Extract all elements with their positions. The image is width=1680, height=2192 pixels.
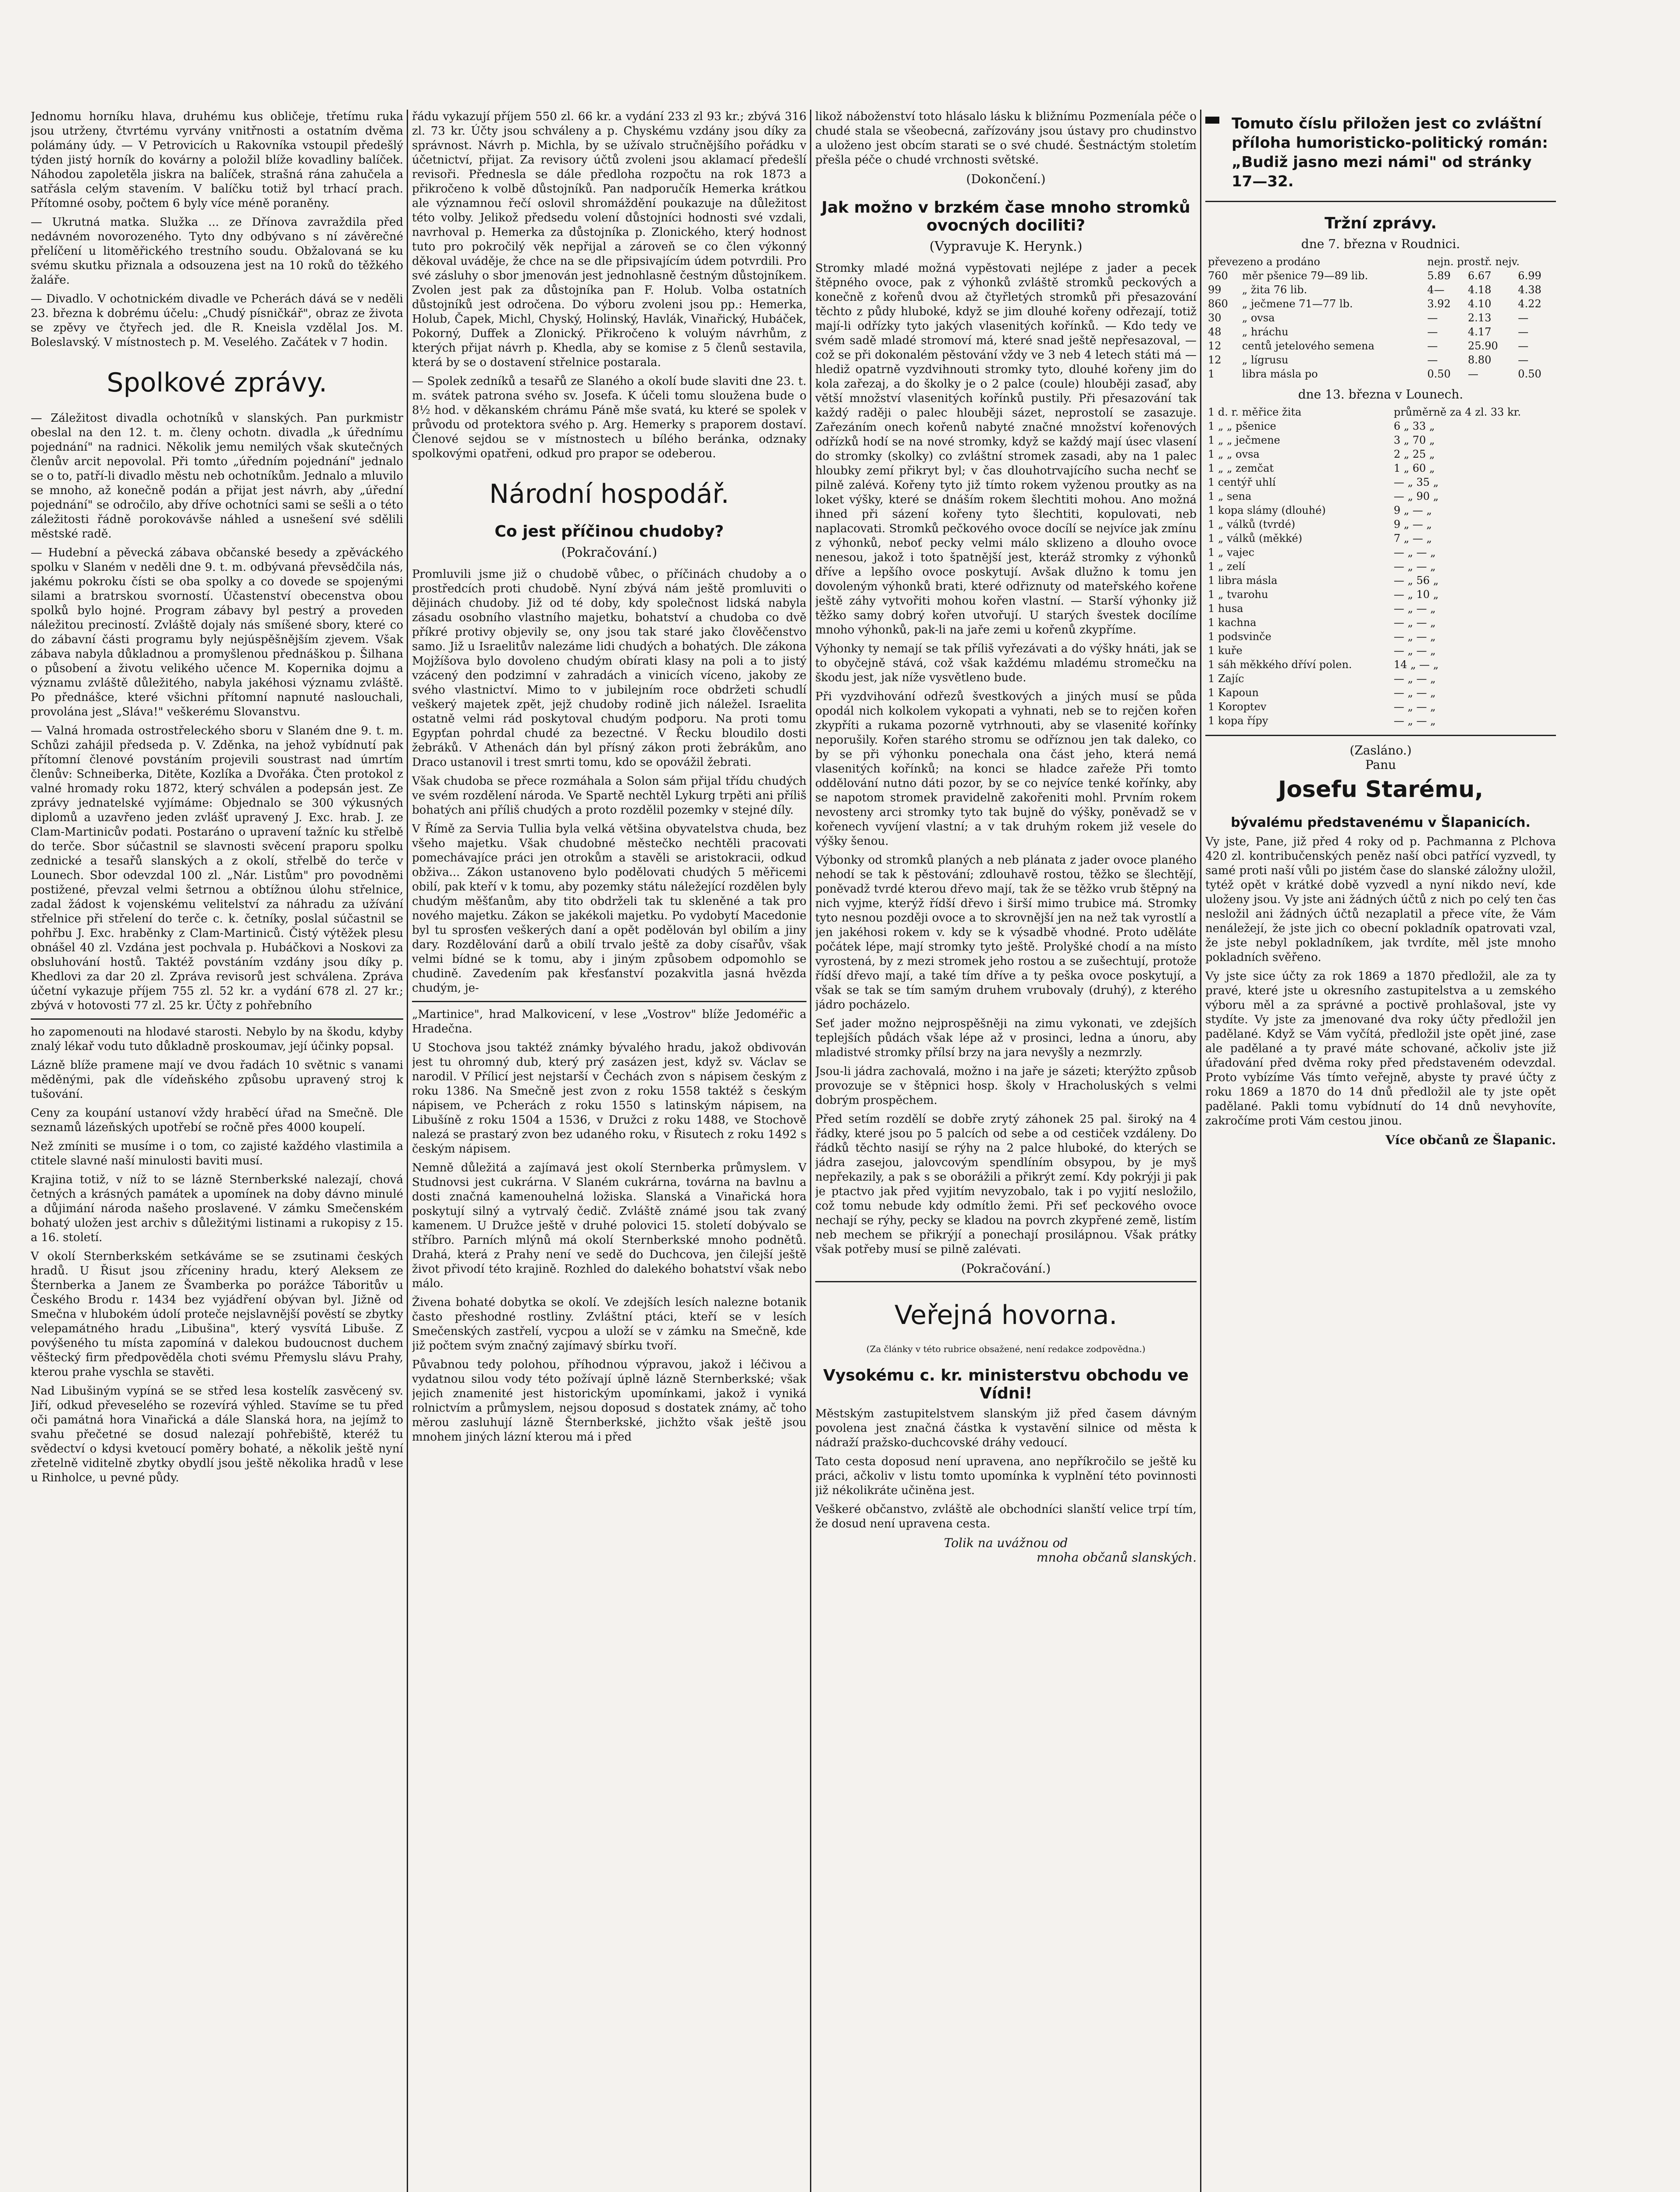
paragraph: Vy jste sice účty za rok 1869 a 1870 předložil, ale za ty pravé, které jste u okresního zastupitelstva a u zemského výboru měl a za správné a poctivě prohlašoval, jste vy stydíte. Vy jste za jmenované dva roky účty předložil jen padělané. Když se Vám vyčítá, předložil jste opět jiné, zase ale padělané a ty pravé máte schované, ačkoliv jste již úřadování před dvěma roky před představeném odevzdal. Proto vybízíme Vás tímto veřejně, abyste ty pravé účty z roku 1869 a 1870 do 14 dnů předložil ale ty jste opět padělané. Pakli tomu vybídnutí do 14 dnů nevyhovíte, zakročíme proti Vám cestou jinou. bbox=[1205, 970, 1556, 1128]
paragraph: U Stochova jsou taktéž známky bývalého hradu, jakož obdivován jest tu ohromný dub, který prý zasázen jest, když sv. Václav se narodil. V Přílicí jest nejstarší v Čechách zvon s nápisem českým z roku 1386. Na Smečně jest zvon z roku 1558 taktéž s českým nápisem, ve Pcherách z roku 1550 s latinským nápisem, na Libušíně z roku 1504 a 1536, v Družci z roku 1488, ve Stochově nalezá se prastarý zvon bez udaného roku, v Řisutech z roku 1492 s českým nápisem. bbox=[412, 1041, 806, 1156]
article-title: Jak možno v brzkém čase mnoho stromků ovocných dociliti? bbox=[821, 199, 1190, 235]
paragraph: Vy jste, Pane, již před 4 roky od p. Pachmanna z Plchova 420 zl. kontribučenských peněz naší obci patřící vyzvedl, ty samé proti naší vůli po jistém čase do slanské záložny uložil, tytéž opět v krátké době vyzvedl a nyní nikdo neví, kde uloženy jsou. Vy jste ani žádných účtů z nich po celý ten čas nesložil ani žádných účtů nezaplatil a přece víte, že Vám nenáležejí, že jste jich co obecní pokladník opatrovati vzal, že jste nebyl pokladníkem, jak tvrdíte, měl jste mnoho pokladních svěřeno. bbox=[1205, 835, 1556, 964]
market-table-louny bbox=[1205, 405, 1556, 728]
addressee-role: bývalému představenému v Šlapanicích. bbox=[1231, 815, 1531, 830]
zaslano-label: (Zasláno.) bbox=[1350, 743, 1412, 758]
section-heading: Národní hospodář. bbox=[489, 479, 729, 509]
table-row bbox=[1205, 325, 1556, 339]
table-cell: 6.99 bbox=[1518, 270, 1541, 282]
table-row bbox=[1205, 601, 1556, 616]
table-row bbox=[1205, 587, 1556, 601]
table-cell: 30 bbox=[1208, 312, 1222, 324]
table-row bbox=[1205, 447, 1556, 461]
letter-title: Vysokému c. kr. ministerstvu obchodu ve Vídni! bbox=[823, 1366, 1189, 1402]
paragraph: Městským zastupitelstvem slanským již před časem dávným povolena jest značná částka k vystavění silnice od města k nádraží pražsko-duchcovské dráhy vedoucí. bbox=[815, 1407, 1197, 1449]
table-cell: 4.38 bbox=[1518, 284, 1541, 296]
table-cell: 2 „ 25 „ bbox=[1393, 448, 1435, 460]
table-cell: centů jetelového semena bbox=[1242, 340, 1375, 352]
divider bbox=[815, 1281, 1197, 1282]
table-row bbox=[1205, 503, 1556, 517]
table-cell: — „ 35 „ bbox=[1393, 476, 1439, 488]
salutation: Panu bbox=[1365, 758, 1396, 772]
table-cell: 1 Zajíc bbox=[1208, 673, 1244, 685]
table-cell: 12 bbox=[1208, 354, 1222, 366]
table-cell: 1 centýř uhlí bbox=[1208, 476, 1276, 488]
table-cell: 3 „ 70 „ bbox=[1393, 434, 1435, 446]
table-cell: „ lígrusu bbox=[1242, 354, 1289, 366]
paragraph: „Martinice", hrad Malkovicení, v lese „Vostrov" blíže Jedoméřic a Hradečna. bbox=[412, 1008, 806, 1036]
disclaimer: (Za články v této rubrice obsažené, není redakce zodpovědna.) bbox=[866, 1344, 1146, 1354]
section-heading: Veřejná hovorna. bbox=[894, 1300, 1118, 1331]
table-cell: 1 libra másla bbox=[1208, 574, 1278, 587]
table-cell: 860 bbox=[1208, 298, 1228, 310]
table-cell: — bbox=[1518, 354, 1529, 366]
paragraph: řádu vykazují příjem 550 zl. 66 kr. a vydání 233 zl 93 kr.; zbývá 316 zl. 73 kr. Účty jsou schváleny a p. Chyskému vzdány jsou díky za správnost. Návrh p. Michla, by se užívalo stručnějšího pořádku v účetnictví, přijat. Za revisory účtů zvoleni jsou aklamací předešlí revisoři. Přednesla se dále předloha rozpočtu na rok 1873 a přikročeno k volbě důstojníků. Pan nadporučík Hemerka krátkou ale významnou řečí oslovil shromáždění poukazuje na důležitost této volby. Jelikož předsedu volení důstojníci hodnosti své vzdali, navrhoval p. Hemerka za důstojníka p. Zlonického, který hodnost tuto pro pokročilý věk nepřijal a zároveň se co člen výkonný děkoval uváděje, že chce na se dle připsivajícím údem potvrdili. Pro své zásluhy o sbor jmenován jest jednohlasně čestným důstojníkem. Zvolen jest pak za důstojníka pan F. Holub. Volba ostatních důstojníků jest odročena. Do výboru zvoleni jsou pp.: Hemerka, Holub, Čapek, Michl, Chyský, Holinský, Havlák, Vinařický, Hubáček, Pokorný, Duffek a Zlonický. Přikročeno k voluým návrhům, z kterých přijat návrh p. Khedla, aby se komise z 5 členů sestavila, která by se o dostavení střelnice postarala. bbox=[412, 110, 806, 369]
table-cell: — bbox=[1427, 354, 1438, 366]
table-cell: 1 „ zelí bbox=[1208, 560, 1246, 573]
table-header: převezeno a prodáno bbox=[1208, 256, 1320, 268]
notice-text: Tomuto číslu přiložen jest co zvláštní příloha humoristicko-politický román: „Budiž jasno mezi námi" od stránky 17—32. bbox=[1232, 115, 1548, 190]
paragraph: — Hudební a pěvecká zábava občanské besedy a zpěváckého spolku v Slaném v neděli dne 9. t. m. odbývaná převsědčila nás, jakému pokroku čísti se oba spolky a co dovede se spojenými silami a bratrskou svorností. Účastenství obecenstva obou spolků bylo hojné. Program zábavy byl pestrý a proveden náležitou preciností. Zvláště dojaly nás smíšené sbory, které co do zábavní části programu byly nejúspěšnějším zjevem. Však zábava nabyla důkladnou a promyšlenou přednáškou p. Šilhana o působení a životu velikého učence M. Kopernika dojmu a významu zvláště důležitého, nabyla jakéhosi významu zvláště. Po přednášce, které všichni přítomní napnuté naslouchali, provolána jest „Sláva!" veškerému Slovanstvu. bbox=[31, 546, 403, 719]
table-cell: 1 kuře bbox=[1208, 644, 1243, 657]
table-cell: 2.13 bbox=[1468, 312, 1492, 324]
table-row bbox=[1205, 616, 1556, 630]
supplement-notice bbox=[1205, 114, 1556, 191]
paragraph: Veškeré občanstvo, zvláště ale obchodníci slanští velice trpí tím, že dosud není upravena cesta. bbox=[815, 1503, 1197, 1530]
table-row bbox=[1205, 658, 1556, 672]
addressee-name: Josefu Starému, bbox=[1278, 776, 1484, 803]
paragraph: Lázně blíže pramene mají ve dvou řadách 10 světnic s vanami měděnými, pak dle vídeňského způsobu upravený stroj k tušování. bbox=[31, 1059, 403, 1101]
table-row bbox=[1205, 367, 1556, 381]
paragraph: Tato cesta doposud není upravena, ano nepříkročilo se ještě ku práci, ačkoliv v listu tomto upomínka k vyplnění této povinnosti již nékolikráte učiněna jest. bbox=[815, 1455, 1197, 1497]
paragraph: ho zapomenouti na hlodavé starosti. Nebylo by na škodu, kdyby znalý lékař vodu tuto důkladně proskoumav, její účinky popsal. bbox=[31, 1025, 403, 1053]
table-row bbox=[1205, 475, 1556, 489]
table-cell: 1 „ „ ovsa bbox=[1208, 448, 1260, 460]
table-cell: — „ — „ bbox=[1393, 701, 1436, 713]
table-cell: 8.80 bbox=[1468, 354, 1492, 366]
table-cell: měr pšenice 79—89 lib. bbox=[1242, 270, 1368, 282]
table-row bbox=[1205, 405, 1556, 419]
signature: mnoha občanů slanských. bbox=[1036, 1550, 1197, 1565]
table-cell: 1 kopa slámy (dlouhé) bbox=[1208, 504, 1326, 516]
paragraph: Stromky mladé možná vypěstovati nejlépe z jader a pecek štěpného ovoce, pak z výhonků zvláště stromků peckových a konečně z kořenů dvou až čtyřletých stromků při přesazování těchto z půdy hluboké, když se jim dlouhé kořeny odřezají, totiž mají-li odřízky tyto jakých vlasenitých kořínků. — Kdo tedy ve svém sadě mladé stromoví má, které snad ještě nepřesazoval, — což se při dokonalém pěstování vždy ve 3 neb 4 letech státi má — hlediž opatrně vyzdvihnouti stromky tyto, dlouhé kořeny jim do kola zařezaj, a do školky je o 2 palce (coule) hlouběji zasaď, aby větší množství vlasenitých kořínků pustily. Při přesazování tak každý raději o palec hlouběji sázet, neprostolí se zasazuje. Zařezáním onech kořenů nabyté značné množství kořenových odřízků hodí se na nové stromky, když se každý mají úsec vlasení do stromky (skolky) co zvláštní stromek zasadi, aby na 1 palec hloubky zemí přikryt byl; v čas dlouhotrvajícího sucha nechť se pilně zalévá. Kořeny tyto již tímto rokem vyženou proutky as na loket výšky, které se dnáším rokem šlechtiti mohou. Ano možná ihned při sázení kořeny tyto šlechtiti, kopulovati, neb naplacovati. Stromků pečkového ovoce docílí se nejvíce jak zmínu z výhonků, neboť pecky velmi málo sklizeno a dlouho ovoce nenesou, jakož i toto špatnější jest, kteráž stromky z výhonků dříve a lepšího ovoce poskytují. Avšak dlužno k tomu jen dovoleným výhonků brati, které odřiznuty od mateřského kořene ještě záhy vytvořiti mohou kořen vlastní. — Starší výhonky již těžko samy dobrý kořen utvořují. U starých švestek docílíme mnoho výhonků, pak-li na jaře zemi u kořenů zkypříme. bbox=[815, 262, 1197, 637]
table-row bbox=[1205, 419, 1556, 433]
table-cell: — „ — „ bbox=[1393, 560, 1436, 573]
column-4 bbox=[1205, 110, 1556, 2192]
column-3 bbox=[815, 110, 1197, 2192]
table-cell: 1 Koroptev bbox=[1208, 701, 1267, 713]
table-cell: 0.50 bbox=[1427, 368, 1451, 380]
table-cell: 6.67 bbox=[1468, 270, 1492, 282]
table-cell: „ ovsa bbox=[1242, 312, 1275, 324]
table-cell: 1 Kapoun bbox=[1208, 687, 1259, 699]
table-cell: 4.18 bbox=[1468, 284, 1492, 296]
paragraph: — Spolek zedníků a tesařů ze Slaného a okolí bude slaviti dne 23. t. m. svátek patrona svého sv. Josefa. K účeli tomu sloužena bude o 8½ hod. v děkanském chrámu Páně mše svatá, ku které se spolek v průvodu od protektora svého p. Arg. Hemerky s praporem dostaví. Členové sejdou se v místnostech u bílého beránka, odznaky spolkovými opatřeni, odkud pro prapor se odeberou. bbox=[412, 375, 806, 460]
market-heading: Tržní zprávy. bbox=[1325, 214, 1437, 232]
table-row bbox=[1205, 461, 1556, 475]
table-cell: — bbox=[1427, 326, 1438, 338]
paragraph: V Římě za Servia Tullia byla velká většina obyvatelstva chuda, bez všeho majetku. Však chudobné městečko nechtěli pracovati pomechávajíce práci jen otrokům a stavěli se aristokracii, odkud obživa... Zákon ustanoveno bylo podělovati chudých 5 měřicemi obilí, pak kteří v k tomu, aby pozemky státu náležející rozdělen byly chudým měšťanům, aby tito obdrželi tak tu skleněné a tak pro nového majetku. Zákon se jakékoli majetku. Po vydobytí Macedonie byl tu sprosťen veškerých daní a opět podělován byl obilím a jiny dary. Rozdělování darů a obilí trvalo ještě za doby císařův, však velmi bídné se k tomu, aby i jiným způsobem odpomohlo se chudině. Zavedením pak křesťanství pozakvitla jasná hvězda chudým, je- bbox=[412, 822, 806, 995]
table-cell: 1 husa bbox=[1208, 602, 1243, 615]
paragraph: Výbonky od stromků planých a neb plánata z jader ovoce planého nehodí se tak k pěstování; zdlouhavě rostou, těžko se šlechtějí, poněvadž tvrdé kterou dřevo mají, tak že se těžko vrub štěpný na nich vyjme, kterýž řídší dřevo i širší mimo trubice má. Stromky tyto nesnou později ovoce a to skrovnější jen na než tak vyrostlí a jen jakéhosi rokem v. kdy se k výsadbě vhodné. Proto uděláte počátek lépe, mají stromky tyto ještě. Prolyšké chodí a na místo vyrostená, by z mezi stromek jeho rostou a se zušechtují, protože řídší dřevo mají, a také tím dříve a ty peška ovoce poskytují, a však se tak se tím samým druhem vrubovaly (druhý), z kterého jádro pocházelo. bbox=[815, 854, 1197, 1011]
table-row bbox=[1205, 700, 1556, 714]
table-cell: — bbox=[1518, 326, 1529, 338]
table-cell: 1 „ vajec bbox=[1208, 546, 1254, 559]
table-cell: 0.50 bbox=[1518, 368, 1541, 380]
table-cell: „ ječmene 71—77 lb. bbox=[1242, 298, 1353, 310]
table-cell: — „ — „ bbox=[1393, 673, 1436, 685]
paragraph: Před setím rozdělí se dobře zrytý záhonek 25 pal. široký na 4 řádky, které jsou po 5 palcích od sebe a od cestiček vzdáleny. Do řádků těchto nasijí se rýhy na 2 palce hluboké, do kterých se jádra zasejou, jalovcovým spendlíním obsypou, by je myš nepřekazily, a pak s se oborážili a přikrýt zemí. Kdy pokrýji ji pak je ptactvo jak před vyjitím nevyzobalo, tak i po vyjití nesložilo, což tomu nebude kdy odmítlo žemi. Při seť peckového ovoce nechají se rýhy, pecky se kladou na povrch zkypřené země, listím neb mechem se přikrýjí a ponechají prosilápnou. Však prátky však potřeby musí se pilně zalévati. bbox=[815, 1113, 1197, 1256]
table-cell: 7 „ — „ bbox=[1393, 532, 1432, 544]
table-cell: — bbox=[1427, 340, 1438, 352]
table-cell: 48 bbox=[1208, 326, 1222, 338]
paragraph: Jsou-li jádra zachovalá, možno i na jaře je sázeti; kterýžto způsob provozuje se v štěpnici hosp. školy v Hracholuských s velmi dobrým prospěchem. bbox=[815, 1065, 1197, 1107]
section-heading: Spolkové zprávy. bbox=[107, 367, 327, 398]
table-cell: 1 „ tvarohu bbox=[1208, 588, 1268, 601]
paragraph: — Ukrutná matka. Služka ... ze Dřínova zavraždila před nedávném novorozeného. Tyto dny odbývano s ní závěrečné přelíčení u litoměřického trestního soudu. Obžalovaná se ku svému skutku přiznala a odsouzena jest na 10 roků do těžkého žaláře. bbox=[31, 216, 403, 287]
paragraph: Při vyzdvihování odřezů švestkových a jiných musí se půda opodál nich kolkolem vykopati a vyhnati, neb se to rejčen kořen zkypříti a rukama pozorně vytrhnouti, aby se vlasenité kořínky neporušily. Kořen starého stromu se odříznou jen tak daleko, co by se při výhonku ponechala ona část jeho, která nemá vlasenitých kořínků; na konci se hladce zařeže Při tomto oddělování nutno dáti pozor, by se co nejvíce tenké kořínky, aby se napotom stromek pravidelně zakořeniti mohl. Prvním rokem nevosteny arci stromky tyto tak bujně do výšky, poněvadž se v kořenech vyvíjení vlastní; a v tak druhým rokem již vesele do výšky šenou. bbox=[815, 690, 1197, 848]
table-row bbox=[1205, 559, 1556, 573]
table-cell: 1 „ 60 „ bbox=[1393, 462, 1435, 474]
table-cell: — „ — „ bbox=[1393, 644, 1436, 657]
table-cell: — „ 90 „ bbox=[1393, 490, 1439, 502]
table-cell: 4.10 bbox=[1468, 298, 1492, 310]
table-row bbox=[1205, 545, 1556, 559]
divider bbox=[31, 1018, 403, 1020]
table-cell: 1 sáh měkkého dříví polen. bbox=[1208, 658, 1352, 671]
pointing-hand-icon bbox=[1205, 117, 1219, 124]
table-row bbox=[1205, 714, 1556, 728]
column-rule bbox=[1200, 110, 1201, 2192]
table-row bbox=[1205, 517, 1556, 531]
paragraph: — Valná hromada ostrostřeleckého sboru v Slaném dne 9. t. m. Schůzi zahájil předseda p. V. Zděnka, na jehož vybídnutí pak přítomní členové povstáním projevili soustrast nad úmrtím členův: Schneiberka, Ditěte, Kozlíka a Dvořáka. Čten protokol z valné hromady roku 1872, který schválen a podepsán jest. Ze zprávy jednatelské vyjímáme: Objednalo se 300 výkusných diplomů a uzavřeno jeden zvlášť upravený J. Exc. hrab. J. ze Clam-Martinicův podati. Postaráno o upravení tažníc ku střelbě do terče. Sbor súčastnil se slavnosti svěcení praporu spolku zednické a tesařů slanských a z okolí, střelbě do terče v Lounech. Sbor odevzdal 100 zl. „Nár. Listům" pro povodněmi postižené, převzal velmi šetrnou a obtížnou úlohu střelnice, zadal žádost k vojenskému velitelství za náhradu za užívání střelnice při střelení do terče c. k. četníky, poslal súčastnil se pohřbu J. Exc. hraběnky z Clam-Martiniců. Čistý výtěžek plesu obnášel 40 zl. Vzdána jest pochvala p. Hubáčkovi a Noskovi za obsluhování hostů. Taktéž povstáním vzdány jsou díky p. Khedlovi za dar 20 zl. Zpráva revisorů jest schválena. Zpráva účetní vykazuje příjem 755 zl. 52 kr. a vydání 678 zl. 27 kr.; zbývá v hotovosti 77 zl. 25 kr. Účty z pohřebního bbox=[31, 724, 403, 1012]
table-cell: — „ — „ bbox=[1393, 546, 1436, 559]
table-cell: 1 „ „ pšenice bbox=[1208, 420, 1276, 432]
market-table-roudnice bbox=[1205, 255, 1556, 381]
table-row bbox=[1205, 283, 1556, 297]
table-cell: „ hráchu bbox=[1242, 326, 1289, 338]
paragraph: Nemně důležitá a zajímavá jest okolí Sternberka průmyslem. V Studnovsi jest cukrárna. V Slaném cukrárna, továrna na bavlnu a dosti značná kamenouhelná ložiska. Slanská a Vinařická hora poskytují silný a vytrvalý čedič. Zvláště známé jsou tak zvaný kamenem. U Družce ještě v druhé polovici 15. století dobývalo se stříbro. Parních mlýnů má okolí Sternberkské mnoho podnětů. Drahá, která z Prahy není ve sedě do Duchcova, jen čilejší ještě život přivodí této krajině. Rozhled do dalekého bohatství však nebo málo. bbox=[412, 1161, 806, 1290]
column-rule bbox=[810, 110, 811, 2192]
table-row bbox=[1205, 644, 1556, 658]
table-row bbox=[1205, 311, 1556, 325]
paragraph: Ceny za koupání ustanoví vždy hraběcí úřad na Smečně. Dle seznamů lázeňských upotřebí se ročně přes 4000 koupelí. bbox=[31, 1107, 403, 1134]
column-rule bbox=[407, 110, 408, 2192]
paragraph: Nad Libušiným vypíná se se střed lesa kostelík zasvěcený sv. Jiří, odkud převeselého se rozevírá výhled. Stavíme se tu před oči památná hora Vinařická a dále Slanská hora, na jejímž to svahu přečetné se dosud nalezají pohřebiště, kteréž tu svědectví o kdysi kvetoucí poměry bohaté, a několik ještě nyní zřetelně viditelně zbytky obydlí jsou ještě několika hradů v lese u Rinholce, u pevné půdy. bbox=[31, 1384, 403, 1484]
paragraph: — Záležitost divadla ochotníků v slanských. Pan purkmistr obeslal na den 12. t. m. členy ochotn. divadla „k úřednímu pojednání" na radnici. Několik jemu nemilých však skutečných členův arcit nepovolal. Při tomto „úředním pojednání" jednalo se o to, patří-li divadlo městu neb ochotníkům. Jednalo a mluvilo se mnoho, až konečně podán a přijat jest návrh, aby „úřední pojednání" se odročilo, aby dříve ochotníci sami se sešli a o této záležitosti řádně porokovávše náhled a usnešení své sdělili městské radě. bbox=[31, 412, 403, 541]
article-title: Co jest příčinou chudoby? bbox=[494, 523, 724, 541]
divider bbox=[1205, 735, 1556, 736]
table-row bbox=[1205, 531, 1556, 545]
table-cell: — „ — „ bbox=[1393, 602, 1436, 615]
table-cell: 6 „ 33 „ bbox=[1393, 420, 1435, 432]
table-cell: 760 bbox=[1208, 270, 1228, 282]
table-row bbox=[1205, 686, 1556, 700]
table-cell: — bbox=[1468, 368, 1479, 380]
article-subtitle: (Vypravuje K. Herynk.) bbox=[929, 239, 1083, 254]
table-cell: 1 kachna bbox=[1208, 616, 1257, 629]
table-cell: 1 „ „ ječmene bbox=[1208, 434, 1280, 446]
paragraph: Seť jader možno nejprospěšněji na zimu vykonati, ve zdejších teplejších půdách však lépe až v prosinci, ledna a únoru, aby mladistvé stromky přílsí brzy na jara nevyšly a nezmrzly. bbox=[815, 1017, 1197, 1059]
newspaper-page bbox=[31, 110, 1556, 2192]
paragraph: Výhonky ty nemají se tak příliš vyřezávati a do výšky hnáti, jak se to obyčejně stává, což však každému mladému stromečku na škodu jest, jak níže vysvětleno bude. bbox=[815, 642, 1197, 684]
table-cell: 4.17 bbox=[1468, 326, 1492, 338]
paragraph: Půvabnou tedy polohou, příhodnou výpravou, jakož i léčivou a vydatnou silou vody této požívají úplně lázně Sternberkské; však jejich znamenité jest historickým upomínkami, jakož i vyniká rolnictvím a průmyslem, nejsou doposud s dostatek známy, ač toho měrou zasluhují lázně Šternberkské, jichžto však ještě jsou mnohem jiných lázní kterou má i před bbox=[412, 1358, 806, 1444]
table-cell: 1 kopa řípy bbox=[1208, 715, 1268, 727]
table-cell: 9 „ — „ bbox=[1393, 504, 1432, 516]
table-cell: — „ — „ bbox=[1393, 687, 1436, 699]
table-cell: 1 podsvinče bbox=[1208, 630, 1272, 643]
table-row bbox=[1205, 672, 1556, 686]
continuation-note: (Dokončení.) bbox=[966, 172, 1046, 186]
table-cell: 1 d. r. měřice žita bbox=[1208, 406, 1302, 418]
table-cell: 9 „ — „ bbox=[1393, 518, 1432, 530]
table-cell: průměrně za 4 zl. 33 kr. bbox=[1393, 406, 1521, 418]
table-cell: 14 „ — „ bbox=[1393, 658, 1439, 671]
table-cell: — „ 56 „ bbox=[1393, 574, 1439, 587]
table-header: nejn. prostř. nejv. bbox=[1427, 256, 1520, 268]
table-cell: — bbox=[1427, 312, 1438, 324]
table-cell: 25.90 bbox=[1468, 340, 1498, 352]
paragraph: Jednomu horníku hlava, druhému kus obličeje, třetímu ruka jsou utrženy, čtvrtému vyrvány vnitřnosti a ostatním dvěma polámány údy. — V Petrovicích u Rakovníka vstoupil předešlý týden jistý horník do kovárny a položil blíže kovadliny balíček. Náhodou zapoletěla jiskra na balíček, strašná rána zahučela a satřásla celým stavením. V balíčku totiž byl trhací prach. Přítomné osoby, počtem 6 byly více méně poraněny. bbox=[31, 110, 403, 210]
table-row bbox=[1205, 573, 1556, 587]
table-cell: — „ — „ bbox=[1393, 715, 1436, 727]
table-cell: 4— bbox=[1427, 284, 1445, 296]
table-cell: 5.89 bbox=[1427, 270, 1451, 282]
paragraph: — Divadlo. V ochotnickém divadle ve Pcherách dává se v neděli 23. března k dobrému účelu: „Chudý písničkář", obraz ze života se zpěvy ve čtyřech jed. dle R. Kneisla vzdělal Jos. M. Boleslavský. V místnostech p. M. Veselého. Začátek v 7 hodin. bbox=[31, 292, 403, 349]
continuation-note: (Pokračování.) bbox=[961, 1261, 1051, 1276]
table-row bbox=[1205, 433, 1556, 447]
table-cell: 99 bbox=[1208, 284, 1222, 296]
paragraph: Než zmíniti se musíme i o tom, co zajisté každého vlastimila a ctitele slavné naší minulosti baviti musí. bbox=[31, 1140, 403, 1167]
paragraph: V okolí Sternberkském setkáváme se se zsutinami českých hradů. U Řisut jsou zříceniny hradu, který Aleksem ze Šternberka a Janem ze Švamberka po porážce Táboritův u Českého Brodu r. 1434 bez vyjádření obývan byl. Jižně od Smečna v hlubokém údolí proteče nejslavnější pověstí se zbytky velepamátného hradu „Libušina", který vysvítá Libuše. Z povýšeného tu místa zapomíná v dalekou budoucnost duchem věštecký firm předpověděla choti svému Přemyslu slávu Prahy, kterou prahe vyschla se stavěti. bbox=[31, 1250, 403, 1379]
table-cell: „ žita 76 lib. bbox=[1242, 284, 1307, 296]
article-subtitle: (Pokračování.) bbox=[561, 545, 657, 560]
table-cell: 1 „ sena bbox=[1208, 490, 1252, 502]
paragraph: Však chudoba se přece rozmáhala a Solon sám přijal třídu chudých ve svém rozdělení národa. Ve Spartě nechtěl Lykurg trpěti ani příliš bohatých ani příliš chudých a proto rozdělil pozemky v stejné díly. bbox=[412, 775, 806, 817]
signature: Více občanů ze Šlapanic. bbox=[1385, 1133, 1556, 1147]
market-date: dne 7. března v Roudnici. bbox=[1301, 237, 1460, 251]
signature: Tolik na uvážnou od bbox=[944, 1536, 1068, 1550]
market-date: dne 13. března v Lounech. bbox=[1298, 387, 1463, 402]
table-cell: — „ — „ bbox=[1393, 616, 1436, 629]
table-cell: — „ — „ bbox=[1393, 630, 1436, 643]
table-cell: 1 „ válků (tvrdé) bbox=[1208, 518, 1296, 530]
table-row bbox=[1205, 353, 1556, 367]
column-1 bbox=[31, 110, 403, 2192]
table-row bbox=[1205, 269, 1556, 283]
paragraph: Promluvili jsme již o chudobě vůbec, o příčinách chudoby a o prostředcích proti chudobě. Nyní zbývá nám ještě promluviti o dějinách chudoby. Již od té doby, kdy společnost lidská nabyla zásadu osobního vlastního majetku, bohatství a chudoba co dvě příkré protivy objevily se, ony jsou tak staré jako člověčenstvo samo. Již u Israelitův nalezáme lidi chudých a bohatých. Dle zákona Mojžíšova bylo dovoleno chudým obírati klasy na poli a to jistý vzácený den podzimní v zahradách a vinicích víceno, jakoby ze svého vlastnictví. Mimo to v jubilejním roce obdržeti schudlí veškerý majetek zpět, jejž chudoby rodině jich náležel. Israelita ostatně velmi rád poskytoval chudým podporu. Na proti tomu Egypťan pohrdal chudé za bezectné. V Řecku bloudilo dosti žebráků. V Athenách dán byl přísný zákon proti žebrákům, ano Draco ustanovil i trest smrti tomu, kdo se opovážil žebrati. bbox=[412, 568, 806, 769]
paragraph: Živena bohaté dobytka se okolí. Ve zdejších lesích nalezne botanik často přeshodné rostliny. Zvláštní ptáci, kteří se v lesích Smečenských zastřelí, vycpou a uloží se v zámku na Smečně, kde již počtem svým značný zajímavý sbírku tvoří. bbox=[412, 1296, 806, 1352]
table-cell: — bbox=[1518, 340, 1529, 352]
table-cell: 1 bbox=[1208, 368, 1215, 380]
table-cell: libra másla po bbox=[1242, 368, 1318, 380]
column-2 bbox=[412, 110, 806, 2192]
table-cell: — „ 10 „ bbox=[1393, 588, 1439, 601]
table-cell: 4.22 bbox=[1518, 298, 1541, 310]
paragraph: likož náboženství toto hlásalo lásku k bližnímu Pozmeníala péče o chudé stala se všeobecná, zařízovány jsou ústavy pro chudinstvo a uloženo jest obcím starati se o své chudé. Šestnáctým stoletím přešla péče o chudé vrchnosti světské. bbox=[815, 110, 1197, 167]
table-row bbox=[1205, 489, 1556, 503]
divider bbox=[1205, 201, 1556, 202]
table-cell: 12 bbox=[1208, 340, 1222, 352]
table-cell: 3.92 bbox=[1427, 298, 1451, 310]
table-cell: 1 „ válků (měkké) bbox=[1208, 532, 1303, 544]
table-cell: — bbox=[1518, 312, 1529, 324]
divider bbox=[412, 1001, 806, 1002]
table-row bbox=[1205, 339, 1556, 353]
table-cell: 1 „ „ zemčat bbox=[1208, 462, 1274, 474]
paragraph: Krajina totiž, v níž to se lázně Sternberkské nalezají, chová četných a krásných památek a upomínek na doby dávno minulé a důjimání národa našeho proslavené. V zámku Smečenském bohatý uložen jest archiv s důležitými listinami a rukopisy z 15. a 16. století. bbox=[31, 1173, 403, 1244]
table-row bbox=[1205, 297, 1556, 311]
table-row bbox=[1205, 630, 1556, 644]
